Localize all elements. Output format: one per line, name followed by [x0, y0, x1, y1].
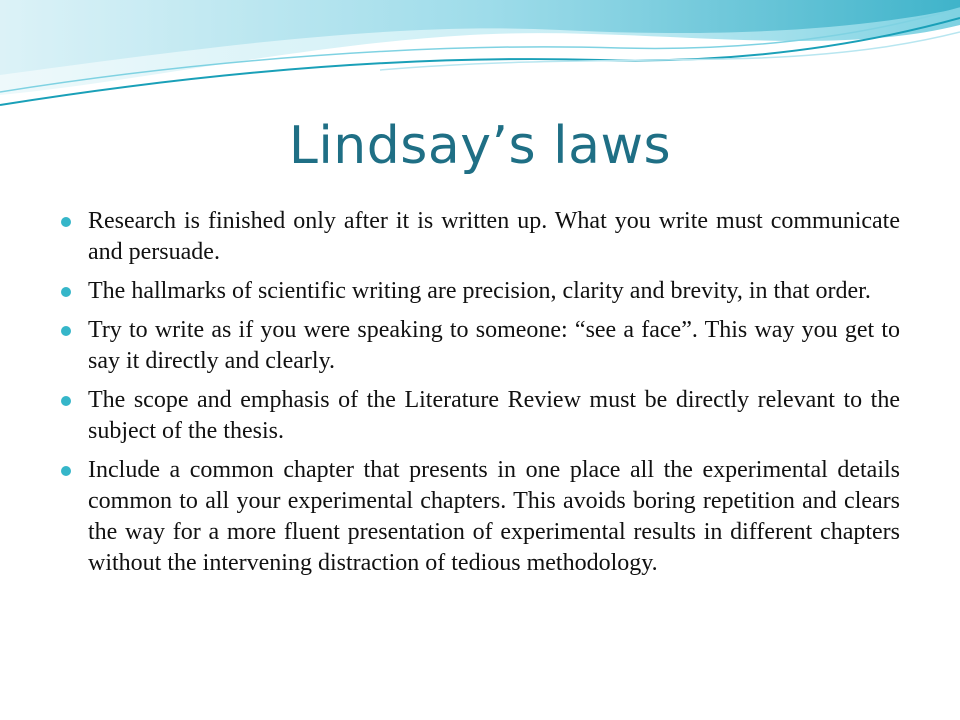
bullet-text: Try to write as if you were speaking to someone: “see a face”. This way you get to say it directly and clearly. [88, 317, 900, 374]
bullet-icon [61, 217, 71, 227]
bullet-icon [61, 287, 71, 297]
bullet-text: Include a common chapter that presents in one place all the experimental details common to all your experimental chapters. This avoids boring repetition and clears the way for a more fluent presentation of experimental results in different chapters without the intervening distraction of tedious methodology. [88, 457, 900, 576]
bullet-text: The hallmarks of scientific writing are precision, clarity and brevity, in that order. [88, 278, 871, 304]
list-item [58, 385, 900, 447]
list-item [58, 206, 900, 268]
bullet-icon [61, 466, 71, 476]
bullet-icon [61, 396, 71, 406]
bullet-text: Research is finished only after it is written up. What you write must communicate and persuade. [88, 208, 900, 265]
bullet-text: The scope and emphasis of the Literature Review must be directly relevant to the subject of the thesis. [88, 387, 900, 444]
wave-header-decoration [0, 0, 960, 120]
list-item [58, 276, 900, 307]
list-item [58, 455, 900, 579]
slide-title: Lindsay’s laws [288, 116, 672, 176]
bullet-list [58, 206, 900, 587]
list-item [58, 315, 900, 377]
bullet-icon [61, 326, 71, 336]
